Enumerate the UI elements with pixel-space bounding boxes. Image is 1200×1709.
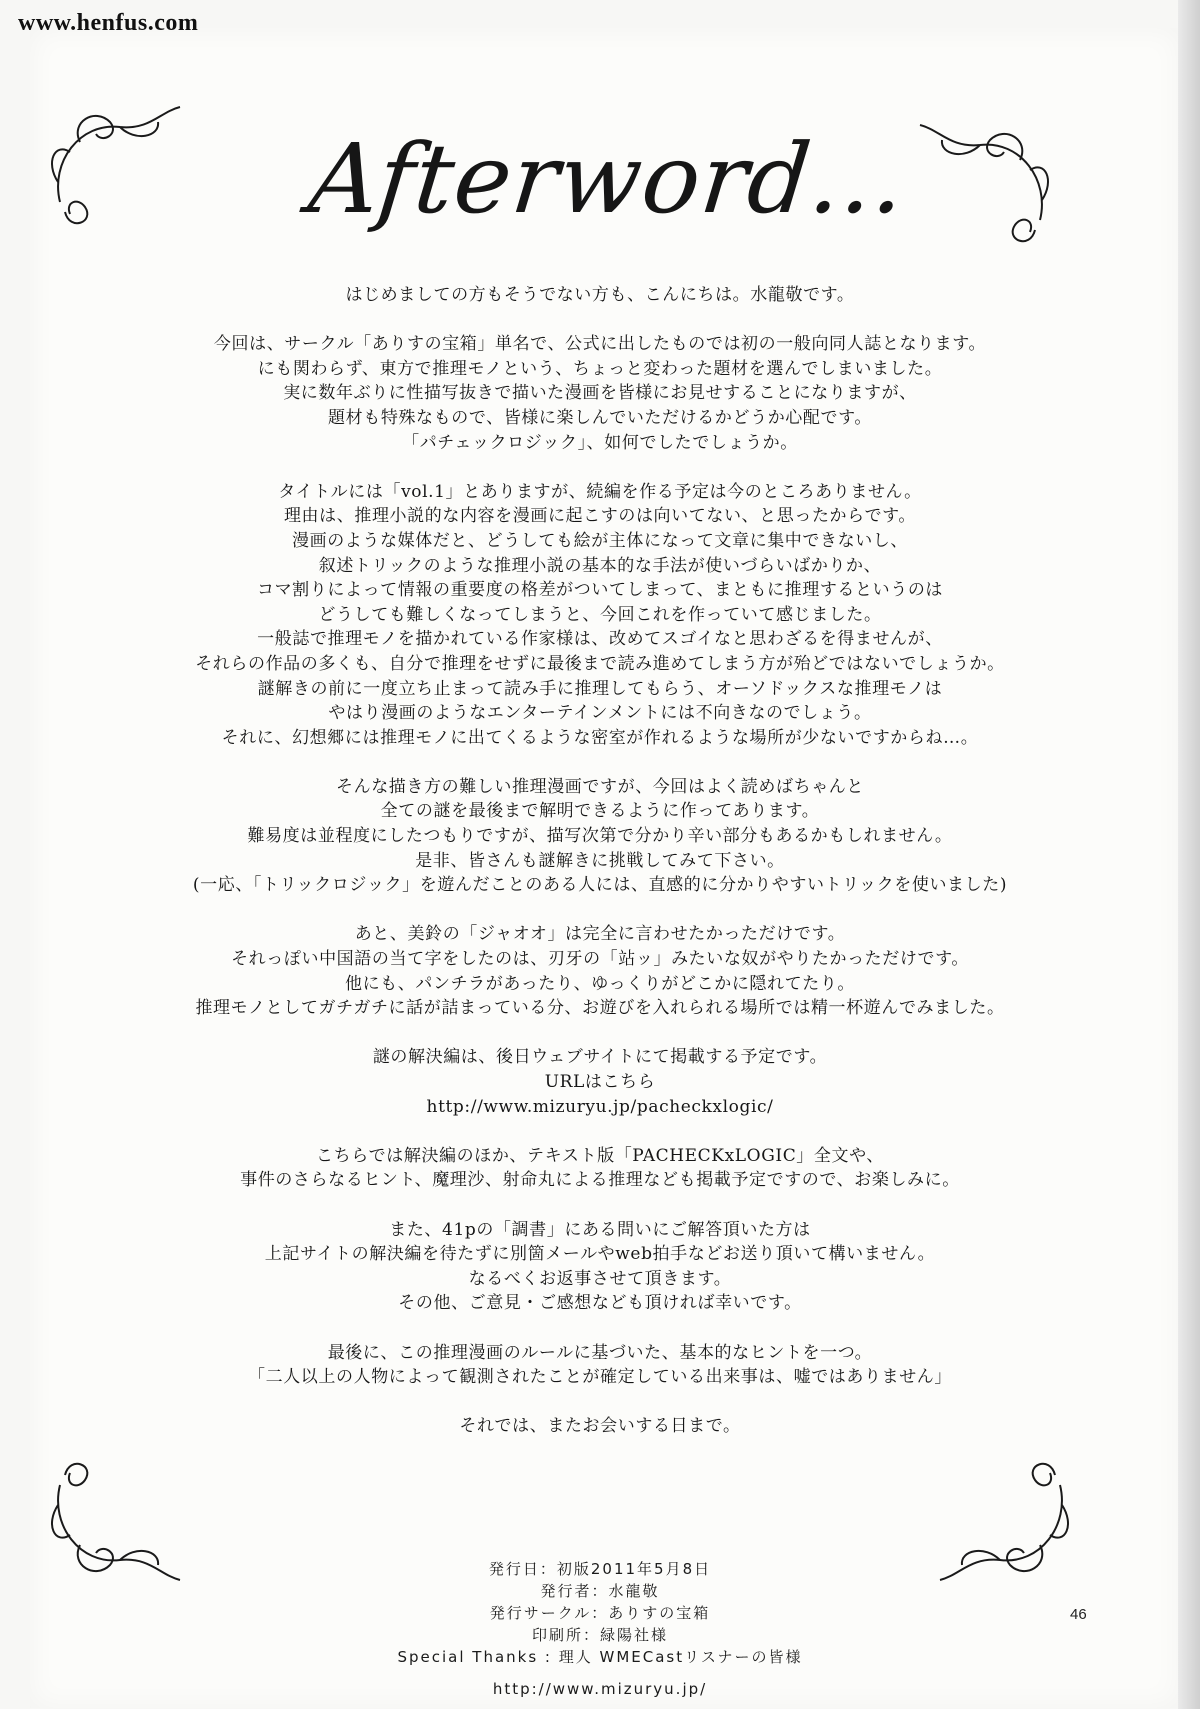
special-thanks: Special Thanks : 理人 WMECastリスナーの皆様 (397, 1648, 803, 1666)
text-line: タイトルには「vol.1」とありますが、続編を作る予定は今のところありません。 (278, 481, 922, 502)
text-line: 全ての謎を最後まで解明できるように作ってあります。 (380, 801, 820, 822)
printer: 印刷所：緑陽社様 (531, 1626, 668, 1644)
paragraph (140, 775, 1060, 898)
text-line: それらの作品の多くも、自分で推理をせずに最後まで読み進めてしまう方が殆どではないでしょうか。 (195, 653, 1005, 674)
text-line: 謎の解決編は、後日ウェブサイトにて掲載する予定です。 (372, 1047, 828, 1068)
paragraph (140, 480, 1060, 751)
text-line: 最後に、この推理漫画のルールに基づいた、基本的なヒントを一つ。 (327, 1342, 873, 1363)
text-line: それでは、またお会いする日まで。 (459, 1416, 741, 1437)
flourish-ornament-top-right (910, 100, 1060, 250)
title-text: Afterword... (304, 123, 912, 235)
text-line: にも関わらず、東方で推理モノという、ちょっと変わった題材を選んでしまいました。 (257, 358, 943, 379)
afterword-body (140, 283, 1060, 1464)
paragraph (140, 332, 1060, 455)
watermark: www.henfus.com (18, 10, 199, 36)
website-url: http://www.mizuryu.jp/ (492, 1680, 708, 1698)
circle-name: 発行サークル：ありすの宝箱 (489, 1604, 711, 1622)
text-line: 一般誌で推理モノを描かれている作家様は、改めてスゴイなと思わざるを得ませんが、 (257, 629, 943, 650)
text-line: どうしても難しくなってしまうと、今回これを作っていて感じました。 (318, 604, 882, 625)
paragraph (140, 922, 1060, 1020)
text-line: 今回は、サークル「ありすの宝箱」単名で、公式に出したものでは初の一般向同人誌となります。 (213, 334, 987, 355)
text-line: 事件のさらなるヒント、魔理沙、射命丸による推理なども掲載予定ですので、お楽しみに。 (240, 1170, 960, 1191)
text-line: http://www.mizuryu.jp/pacheckxlogic/ (426, 1096, 774, 1117)
text-line: コマ割りによって情報の重要度の格差がついてしまって、まともに推理するというのは (256, 580, 944, 601)
text-line: それに、幻想郷には推理モノに出てくるような密室が作れるような場所が少ないですからね…。 (221, 727, 979, 748)
publisher: 発行者：水龍敬 (540, 1582, 660, 1600)
text-line: その他、ご意見・ご感想なども頂ければ幸いです。 (398, 1293, 802, 1314)
paragraph (140, 1144, 1060, 1193)
text-line: 理由は、推理小説的な内容を漫画に起こすのは向いてない、と思ったからです。 (283, 506, 917, 527)
text-line: 題材も特殊なもので、皆様に楽しんでいただけるかどうか心配です。 (328, 407, 872, 428)
text-line: 叙述トリックのような推理小説の基本的な手法が使いづらいばかりか、 (318, 555, 882, 576)
text-line: 他にも、パンチラがあったり、ゆっくりがどこかに隠れてたり。 (344, 973, 856, 994)
text-line: 「パチェックロジック」、如何でしたでしょうか。 (402, 432, 798, 453)
text-line: 上記サイトの解決編を待たずに別箇メールやweb拍手などお送り頂いて構いません。 (264, 1244, 936, 1265)
page-number: 46 (1070, 1606, 1087, 1623)
text-line: (一応、「トリックロジック」を遊んだことのある人には、直感的に分かりやすいトリックを使いました) (192, 875, 1008, 896)
paragraph (140, 1414, 1060, 1439)
text-line: 是非、皆さんも謎解きに挑戦してみて下さい。 (415, 850, 785, 871)
paragraph (140, 1045, 1060, 1119)
text-line: 実に数年ぶりに性描写抜きで描いた漫画を皆様にお見せすることになりますが、 (283, 383, 917, 404)
text-line: 漫画のような媒体だと、どうしても絵が主体になって文章に集中できないし、 (292, 530, 908, 551)
text-line: やはり漫画のようなエンターテインメントには不向きなのでしょう。 (328, 703, 872, 724)
text-line: なるべくお返事させて頂きます。 (468, 1268, 732, 1289)
text-line: 謎解きの前に一度立ち止まって読み手に推理してもらう、オーソドックスな推理モノは (257, 678, 943, 699)
text-line: あと、美鈴の「ジャオオ」は完全に言わせたかっただけです。 (354, 924, 846, 945)
text-line: こちらでは解決編のほか、テキスト版「PACHECKxLOGIC」全文や、 (316, 1145, 884, 1166)
text-line: そんな描き方の難しい推理漫画ですが、今回はよく読めばちゃんと (336, 776, 864, 797)
flourish-ornament-top-left (40, 82, 190, 232)
page-edge (1178, 0, 1200, 1709)
flourish-ornament-bottom-left (40, 1455, 190, 1605)
paragraph (140, 1341, 1060, 1390)
text-line: URLはこちら (544, 1072, 656, 1092)
text-line: はじめましての方もそうでない方も、こんにちは。水龍敬です。 (345, 285, 855, 305)
text-line: 「二人以上の人物によって観測されたことが確定している出来事は、嘘ではありません」 (248, 1367, 952, 1388)
paragraph (140, 1218, 1060, 1316)
text-line: それっぽい中国語の当て字をしたのは、刃牙の「站ッ」みたいな奴がやりたかっただけです。 (231, 949, 969, 970)
colophon (240, 1558, 960, 1700)
text-line: 推理モノとしてガチガチに話が詰まっている分、お遊びを入れられる場所では精一杯遊んでみました。 (195, 998, 1005, 1019)
text-line: また、41pの「調書」にある問いにご解答頂いた方は (389, 1219, 811, 1240)
issue-date: 発行日：初版2011年5月8日 (488, 1560, 712, 1578)
afterword-title (304, 118, 912, 238)
text-line: 難易度は並程度にしたつもりですが、描写次第で分かり辛い部分もあるかもしれません。 (247, 826, 953, 847)
paragraph (140, 283, 1060, 308)
